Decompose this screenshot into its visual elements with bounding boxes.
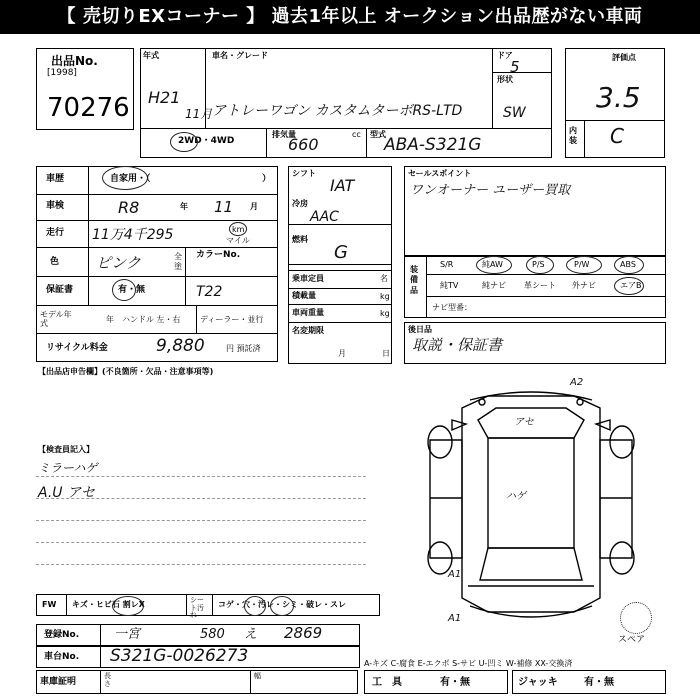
cert-sub1: 長さ	[104, 672, 111, 688]
equip-9: 外ナビ	[572, 281, 596, 290]
displacement-label: 排気量	[272, 130, 296, 139]
equip-6: 純TV	[440, 281, 459, 290]
lot-sub: [1998]	[47, 68, 77, 78]
after-value: 取説・保証書	[412, 336, 503, 354]
fw-sheet-items: コゲ・穴・汚レ・シミ・破レ・スレ	[218, 600, 346, 609]
registration-value1: 一宮	[114, 627, 141, 642]
drive-label: 2WD・4WD	[178, 136, 235, 146]
door-value: 5	[510, 58, 520, 76]
displacement-value: 660	[288, 135, 319, 154]
drive-circle	[170, 132, 198, 152]
name-value: アトレーワゴン カスタムターボRS-LTD	[212, 103, 463, 119]
inspector-line1: ミラーハゲ	[38, 461, 98, 475]
inspector-label: 【検査員記入】	[38, 445, 94, 454]
diagram-a1-left: A1	[448, 569, 462, 580]
shift-value: IAT	[330, 176, 355, 195]
inspector-line2: A.U アセ	[38, 485, 95, 501]
recycle-label: リサイクル料金	[46, 343, 108, 353]
load-label: 積載量	[292, 291, 316, 300]
equip-4: P/W	[574, 260, 590, 269]
after-label: 後日品	[408, 325, 432, 334]
ac-value: AAC	[310, 209, 339, 225]
color-repaint: 全塗	[174, 252, 182, 271]
shift-label: シフト	[292, 169, 316, 178]
fuel-value: G	[334, 242, 348, 263]
door-label: ドア	[497, 51, 513, 60]
tools-label: 工 具	[372, 677, 402, 688]
color-label: 色	[50, 257, 60, 267]
diagram-ase: アセ	[514, 417, 534, 428]
warranty-label: 保証書	[46, 285, 74, 295]
inspection-month: 11	[214, 198, 234, 216]
sales-point-value: ワンオーナー ユーザー買取	[410, 183, 571, 198]
fuel-label: 燃料	[292, 235, 308, 244]
equip-2: 純AW	[482, 260, 503, 269]
name-change-label: 名変期限	[292, 326, 324, 335]
recycle-value: 9,880	[156, 336, 205, 356]
lot-number: 70276	[47, 93, 130, 123]
equip-circle-5	[614, 256, 644, 274]
inspection-year-unit: 年	[180, 202, 188, 211]
recycle-unit: 円 預託済	[226, 344, 261, 353]
year-label: 年式	[143, 51, 159, 60]
ac-label: 冷房	[292, 199, 308, 208]
shape-value: SW	[503, 105, 526, 121]
sheet-circle-1	[244, 596, 266, 616]
notes-label: 【出品店申告欄】(不良箇所・欠品・注意事項等)	[38, 367, 214, 376]
model-year-label: モデル年式	[40, 310, 72, 328]
model-label: 型式	[370, 130, 386, 139]
equip-circle-10	[614, 277, 644, 295]
inspection-label: 車検	[46, 201, 65, 211]
diagram-a1-bottom: A1	[448, 613, 462, 624]
fw-items: キズ・ヒビ石 割レX	[72, 600, 145, 609]
history-circle	[102, 166, 148, 190]
fw-circle	[112, 596, 144, 616]
jack-options: 有・無	[584, 677, 614, 688]
warranty-options: 有・無	[118, 285, 146, 295]
equip-circle-2	[476, 256, 512, 274]
capacity-label: 乗車定員	[292, 274, 324, 283]
registration-label: 登録No.	[44, 630, 80, 640]
inspection-month-unit: 月	[250, 202, 258, 211]
history-close: ）	[262, 174, 272, 184]
model-year-handle: ハンドル 左・右	[122, 315, 181, 324]
inspection-era: R8	[118, 198, 140, 217]
shape-label: 形状	[497, 75, 513, 84]
spare-tire-icon	[620, 602, 652, 634]
navi-label: ナビ型番：	[432, 303, 472, 312]
registration-value4: 2869	[284, 624, 323, 642]
sheet-circle-2	[270, 596, 294, 616]
model-value: ABA-S321G	[384, 135, 482, 155]
equip-7: 純ナビ	[482, 281, 506, 290]
load-unit: kg	[380, 292, 390, 301]
mileage-unit2: マイル	[226, 236, 250, 245]
interior-label: 内装	[569, 126, 577, 145]
colorno-label: カラーNo.	[196, 250, 241, 260]
mileage-unit-circle	[229, 222, 247, 236]
registration-value2: 580	[200, 627, 225, 642]
name-change-day: 日	[382, 349, 390, 358]
equip-8: 革シート	[524, 281, 556, 290]
history-label: 車歴	[46, 174, 65, 184]
fw-label: FW	[42, 600, 57, 609]
interior-value: C	[610, 124, 624, 148]
equip-1: S/R	[440, 260, 454, 269]
diagram-hage: ハゲ	[506, 491, 526, 502]
equip-3: P/S	[532, 260, 545, 269]
weight-unit: kg	[380, 309, 390, 318]
chassis-label: 車台No.	[44, 652, 80, 662]
warranty-circle	[112, 279, 136, 301]
cert-label: 車庫証明	[40, 677, 77, 687]
displacement-unit: cc	[352, 130, 361, 139]
equip-circle-3	[526, 256, 554, 274]
fw-sheet: シート汚れ	[190, 596, 204, 620]
name-label: 車名・グレード	[212, 51, 268, 60]
history-options: 自家用・（	[110, 174, 151, 184]
chassis-value: S321G-0026273	[110, 646, 249, 666]
mileage-unit: km	[232, 225, 245, 234]
year-month: 11月	[185, 107, 213, 121]
colorno-value: T22	[196, 284, 223, 300]
mileage-value: 11万4千295	[92, 227, 174, 243]
color-value: ピンク	[96, 254, 141, 272]
equip-5: ABS	[620, 260, 636, 269]
score-label: 評価点	[612, 53, 636, 62]
sales-point-label: セールスポイント	[408, 169, 472, 178]
sales-point-box	[404, 166, 666, 256]
model-year-year: 年	[106, 315, 114, 324]
weight-label: 車両重量	[292, 308, 324, 317]
equipment-label: 装備品	[410, 265, 418, 295]
registration-value3: え	[244, 627, 258, 642]
page-header: 【 売切りEXコーナー 】 過去1年以上 オークション出品歴がない車両	[0, 0, 700, 34]
jack-label: ジャッキ	[518, 677, 558, 688]
tools-options: 有・無	[440, 677, 470, 688]
damage-legend: A-キズ C-腐食 E-エクボ S-サビ U-凹ミ W-補修 XX-交換済	[364, 659, 573, 668]
capacity-unit: 名	[380, 274, 388, 283]
model-year-dealer: ディーラー・並行	[200, 315, 264, 324]
equip-10: エアB	[620, 281, 642, 290]
mileage-label: 走行	[46, 228, 65, 238]
lot-label: 出品No.	[51, 54, 98, 68]
cert-row	[36, 670, 358, 694]
spare-label: スペア	[618, 635, 646, 645]
lot-number-box	[36, 48, 134, 130]
name-change-month: 月	[338, 349, 346, 358]
cert-sub2: 幅	[254, 672, 261, 680]
equip-circle-4	[566, 256, 602, 274]
diagram-a2: A2	[570, 377, 584, 388]
year-value: H21	[148, 88, 181, 107]
score-value: 3.5	[596, 81, 641, 114]
